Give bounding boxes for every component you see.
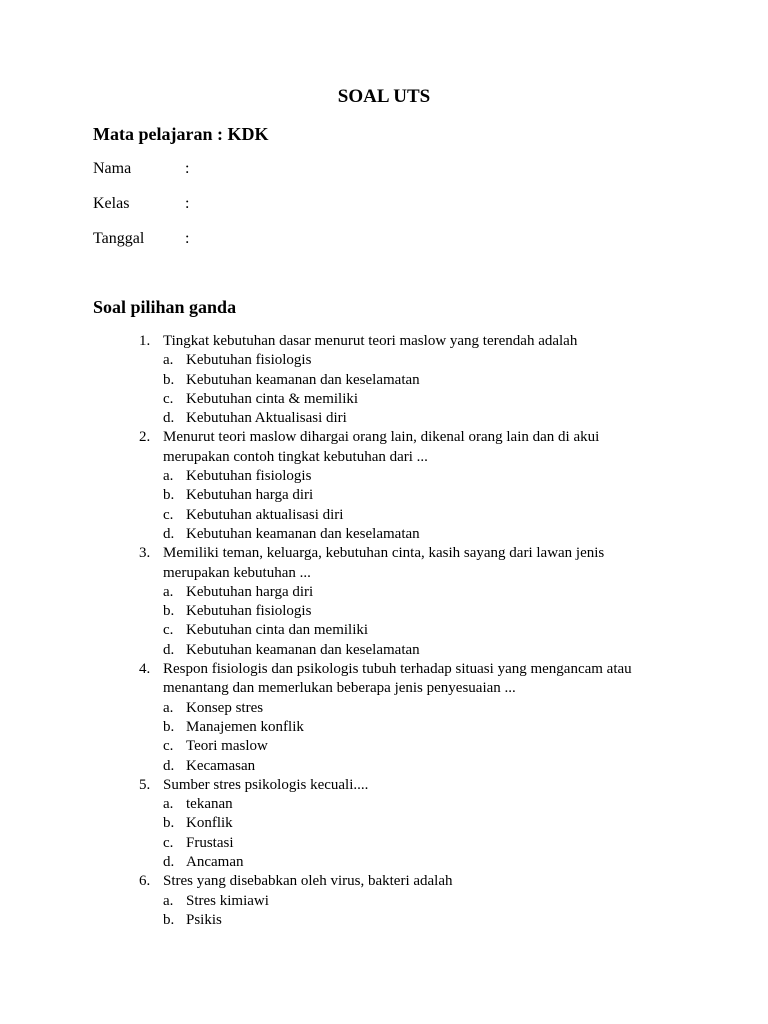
field-label: Nama [93,160,132,177]
option-letter: a. [163,892,174,909]
answer-option [0,390,768,409]
option-letter: d. [163,410,175,427]
field-tanggal [93,230,189,250]
answer-option [0,583,768,602]
answer-option [0,486,768,505]
answer-option [0,371,768,390]
option-letter: d. [163,641,175,658]
option-letter: b. [163,371,175,388]
option-text: Kebutuhan Aktualisasi diri [186,410,347,427]
field-label: Tanggal [93,230,145,247]
option-letter: c. [163,738,174,755]
option-text: Kebutuhan keamanan dan keselamatan [186,525,420,542]
question-text: Sumber stres psikologis kecuali.... [163,776,369,793]
option-text: Kebutuhan fisiologis [186,352,312,369]
field-separator: : [185,230,190,247]
question-item [0,332,768,351]
option-letter: a. [163,699,174,716]
option-text: Stres kimiawi [186,892,269,909]
answer-option [0,892,768,911]
option-text: Kebutuhan aktualisasi diri [186,506,344,523]
option-text: Kebutuhan cinta dan memiliki [186,622,369,639]
answer-option [0,351,768,370]
subject-line: Mata pelajaran : KDK [93,124,269,144]
option-text: Kebutuhan cinta & memiliki [186,390,359,407]
option-letter: a. [163,583,174,600]
option-letter: c. [163,390,174,407]
question-text: Menurut teori maslow dihargai orang lain, dikenal orang lain dan di akui merupakan contoh tingkat kebutuhan dari ... [163,429,600,465]
option-letter: b. [163,815,175,832]
answer-option [0,467,768,486]
answer-option [0,506,768,525]
option-letter: a. [163,796,174,813]
answer-option [0,641,768,660]
answer-option [0,853,768,872]
answer-option [0,911,768,930]
option-letter: a. [163,352,174,369]
option-letter: c. [163,834,174,851]
option-text: Kebutuhan fisiologis [186,603,312,620]
question-item [0,660,768,699]
answer-option [0,621,768,640]
question-item [0,872,768,891]
question-text: Stres yang disebabkan oleh virus, bakteri adalah [163,873,453,890]
question-list [0,332,768,930]
option-letter: d. [163,525,175,542]
answer-option [0,737,768,756]
answer-option [0,814,768,833]
option-text: Kebutuhan harga diri [186,487,314,504]
question-number: 3. [139,545,151,562]
option-letter: d. [163,757,175,774]
option-text: Teori maslow [186,738,268,755]
answer-option [0,718,768,737]
option-letter: b. [163,718,175,735]
field-label: Kelas [93,195,130,212]
option-text: Kebutuhan keamanan dan keselamatan [186,641,420,658]
option-letter: c. [163,622,174,639]
option-letter: d. [163,854,175,871]
answer-option [0,795,768,814]
option-letter: b. [163,487,175,504]
answer-option [0,834,768,853]
question-number: 1. [139,333,151,349]
section-title: Soal pilihan ganda [93,297,237,317]
option-text: Kebutuhan fisiologis [186,468,312,485]
option-letter: a. [163,468,174,485]
answer-option [0,757,768,776]
field-nama [93,160,189,180]
answer-option [0,699,768,718]
option-text: Manajemen konflik [186,718,304,735]
question-text: Respon fisiologis dan psikologis tubuh terhadap situasi yang mengancam atau menantang dan memerlukan beberapa jenis penyesuaian ... [163,661,632,697]
option-text: Psikis [186,911,222,928]
question-number: 6. [139,873,151,890]
option-text: Ancaman [186,854,244,871]
option-letter: c. [163,506,174,523]
question-item [0,428,768,467]
answer-option [0,525,768,544]
field-kelas [93,195,189,215]
question-number: 2. [139,429,151,446]
option-text: Konflik [186,815,233,832]
question-item [0,776,768,795]
question-number: 4. [139,661,151,678]
field-separator: : [185,160,190,177]
option-text: Kebutuhan keamanan dan keselamatan [186,371,420,388]
question-text: Tingkat kebutuhan dasar menurut teori maslow yang terendah adalah [163,333,578,349]
question-text: Memiliki teman, keluarga, kebutuhan cinta, kasih sayang dari lawan jenis merupakan kebutuhan ... [163,545,605,581]
page-title: SOAL UTS [337,86,431,107]
question-number: 5. [139,776,151,793]
answer-option [0,602,768,621]
option-letter: b. [163,911,175,928]
option-letter: b. [163,603,175,620]
answer-option [0,409,768,428]
option-text: tekanan [186,796,233,813]
option-text: Kebutuhan harga diri [186,583,314,600]
option-text: Kecamasan [186,757,256,774]
field-separator: : [185,195,190,212]
option-text: Konsep stres [186,699,264,716]
question-item [0,544,768,583]
option-text: Frustasi [186,834,234,851]
